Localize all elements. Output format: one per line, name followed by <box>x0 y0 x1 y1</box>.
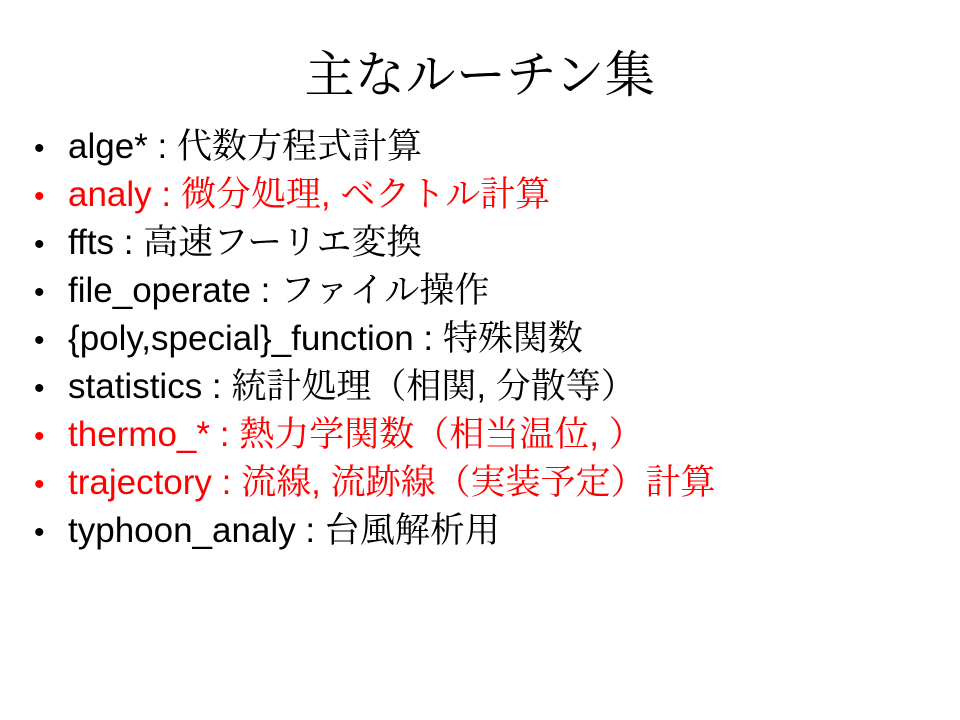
list-item-label: analy : 微分処理, ベクトル計算 <box>68 175 551 214</box>
bullet-dot-icon: • <box>34 468 45 501</box>
list-item <box>0 465 960 500</box>
bullet-dot-icon: • <box>34 372 45 405</box>
bullet-dot-icon: • <box>34 516 45 549</box>
list-item <box>0 177 960 212</box>
list-item <box>0 369 960 404</box>
bullet-dot-icon: • <box>34 276 45 309</box>
list-item <box>0 321 960 356</box>
list-item-label: statistics : 統計処理（相関, 分散等） <box>68 367 636 406</box>
list-item-label: thermo_* : 熱力学関数（相当温位, ） <box>68 415 644 454</box>
list-item-label: {poly,special}_function : 特殊関数 <box>68 319 583 358</box>
list-item-label: trajectory : 流線, 流跡線（実装予定）計算 <box>68 463 716 502</box>
page-title: 主なルーチン集 <box>304 47 656 103</box>
list-item-label: alge* : 代数方程式計算 <box>68 127 422 166</box>
list-item-label: typhoon_analy : 台風解析用 <box>68 511 500 550</box>
list-item <box>0 417 960 452</box>
routine-list <box>0 103 960 548</box>
bullet-dot-icon: • <box>34 324 45 357</box>
bullet-dot-icon: • <box>34 132 45 165</box>
list-item-label: ffts : 高速フーリエ変換 <box>68 223 422 262</box>
list-item <box>0 273 960 308</box>
list-item <box>0 225 960 260</box>
bullet-dot-icon: • <box>34 180 45 213</box>
list-item <box>0 129 960 164</box>
bullet-dot-icon: • <box>34 228 45 261</box>
list-item-label: file_operate : ファイル操作 <box>68 271 490 310</box>
bullet-dot-icon: • <box>34 420 45 453</box>
list-item <box>0 513 960 548</box>
